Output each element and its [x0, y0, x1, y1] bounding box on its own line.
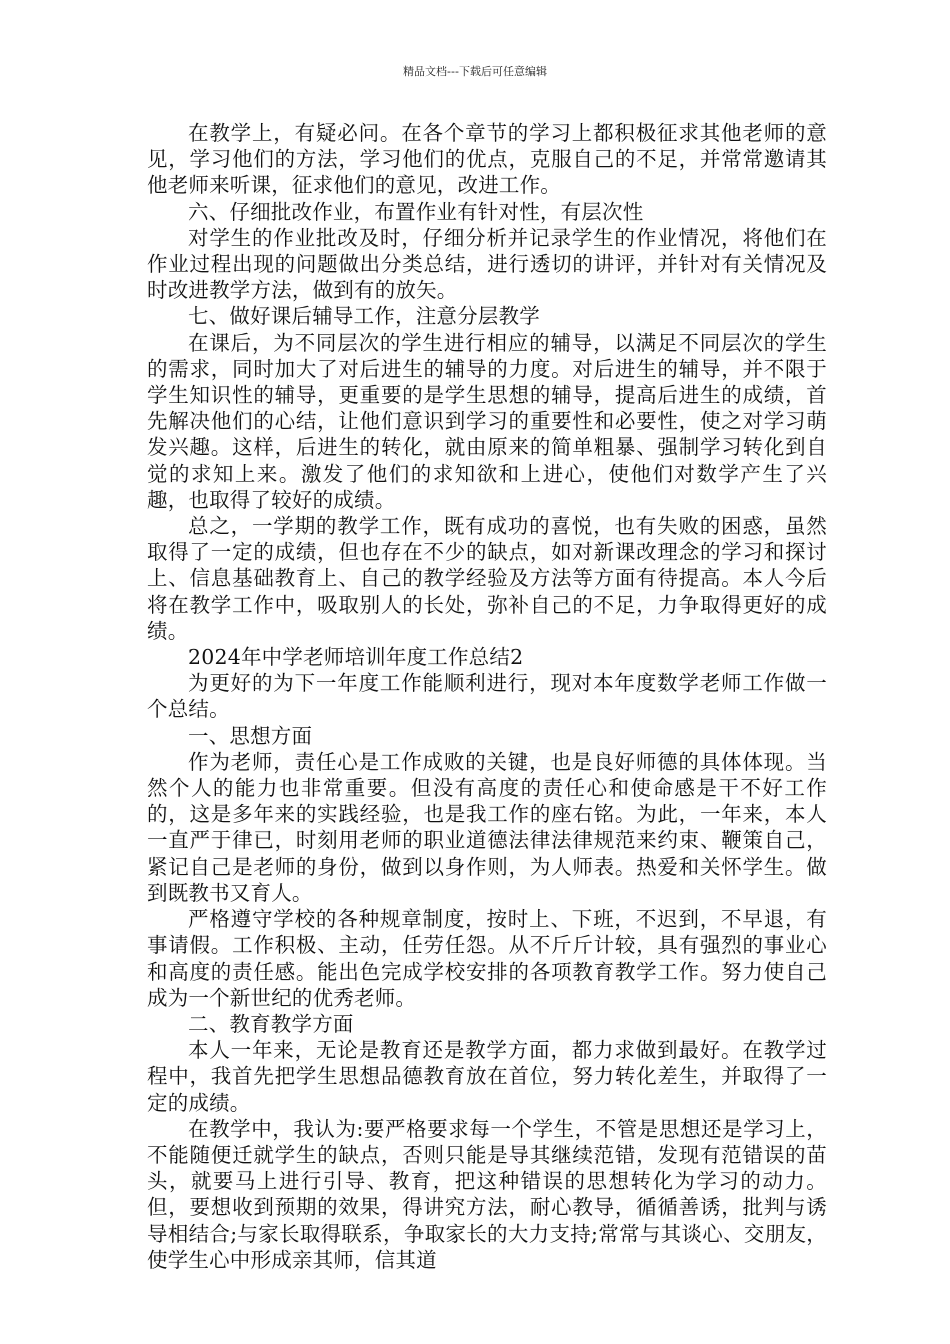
section-heading: 七、做好课后辅导工作，注意分层教学: [188, 304, 540, 329]
paragraph: 在教学上，有疑必问。在各个章节的学习上都积极征求其他老师的意见，学习他们的方法，学习他们的优点，克服自己的不足，并常常邀请其他老师来听课，征求他们的意见，改进工作。: [147, 121, 827, 198]
document-title: 2024年中学老师培训年度工作总结2: [188, 645, 524, 670]
paragraph: 作为老师，责任心是工作成败的关键，也是良好师德的具体体现。当然个人的能力也非常重要。但没有高度的责任心和使命感是干不好工作的，这是多年来的实践经验，也是我工作的座右铭。为此，一年来，本人一直严于律已，时刻用老师的职业道德法律法律规范来约束、鞭策自己，紧记自己是老师的身份，做到以身作则，为人师表。热爱和关怀学生。做到既教书又育人。: [147, 749, 827, 905]
paragraph: 为更好的为下一年度工作能顺利进行，现对本年度数学老师工作做一个总结。: [147, 671, 827, 722]
page-header: 精品文档---下载后可任意编辑: [403, 65, 547, 78]
section-heading: 六、仔细批改作业，布置作业有针对性，有层次性: [188, 199, 644, 224]
paragraph: 总之，一学期的教学工作，既有成功的喜悦，也有失败的困惑，虽然取得了一定的成绩，但也存在不少的缺点，如对新课改理念的学习和探讨上、信息基础教育上、自己的教学经验及方法等方面有待提高。本人今后将在教学工作中，吸取别人的长处，弥补自己的不足，力争取得更好的成绩。: [147, 514, 827, 643]
section-heading: 一、思想方面: [188, 723, 313, 748]
section-heading: 二、教育教学方面: [188, 1011, 354, 1036]
document-body: [147, 120, 827, 1273]
paragraph: 本人一年来，无论是教育还是教学方面，都力求做到最好。在教学过程中，我首先把学生思想品德教育放在首位，努力转化差生，并取得了一定的成绩。: [147, 1038, 827, 1115]
paragraph: 在教学中，我认为:要严格要求每一个学生，不管是思想还是学习上，不能随便迁就学生的缺点，否则只能是导其继续范错，发现有范错误的苗头，就要马上进行引导、教育，把这种错误的思想转化为学习的动力。但，要想收到预期的效果，得讲究方法，耐心教导，循循善诱，批判与诱导相结合;与家长取得联系，争取家长的大力支持;常常与其谈心、交朋友，使学生心中形成亲其师，信其道: [147, 1116, 827, 1272]
paragraph: 在课后，为不同层次的学生进行相应的辅导，以满足不同层次的学生的需求，同时加大了对后进生的辅导的力度。对后进生的辅导，并不限于学生知识性的辅导，更重要的是学生思想的辅导，提高后进生的成绩，首先解决他们的心结，让他们意识到学习的重要性和必要性，使之对学习萌发兴趣。这样，后进生的转化，就由原来的简单粗暴、强制学习转化到自觉的求知上来。激发了他们的求知欲和上进心，使他们对数学产生了兴趣，也取得了较好的成绩。: [147, 330, 827, 512]
paragraph: 严格遵守学校的各种规章制度，按时上、下班，不迟到，不早退，有事请假。工作积极、主动，任劳任怨。从不斤斤计较，具有强烈的事业心和高度的责任感。能出色完成学校安排的各项教育教学工作。努力使自己成为一个新世纪的优秀老师。: [147, 907, 827, 1010]
paragraph: 对学生的作业批改及时，仔细分析并记录学生的作业情况，将他们在作业过程出现的问题做出分类总结，进行透切的讲评，并针对有关情况及时改进教学方法，做到有的放矢。: [147, 225, 827, 303]
